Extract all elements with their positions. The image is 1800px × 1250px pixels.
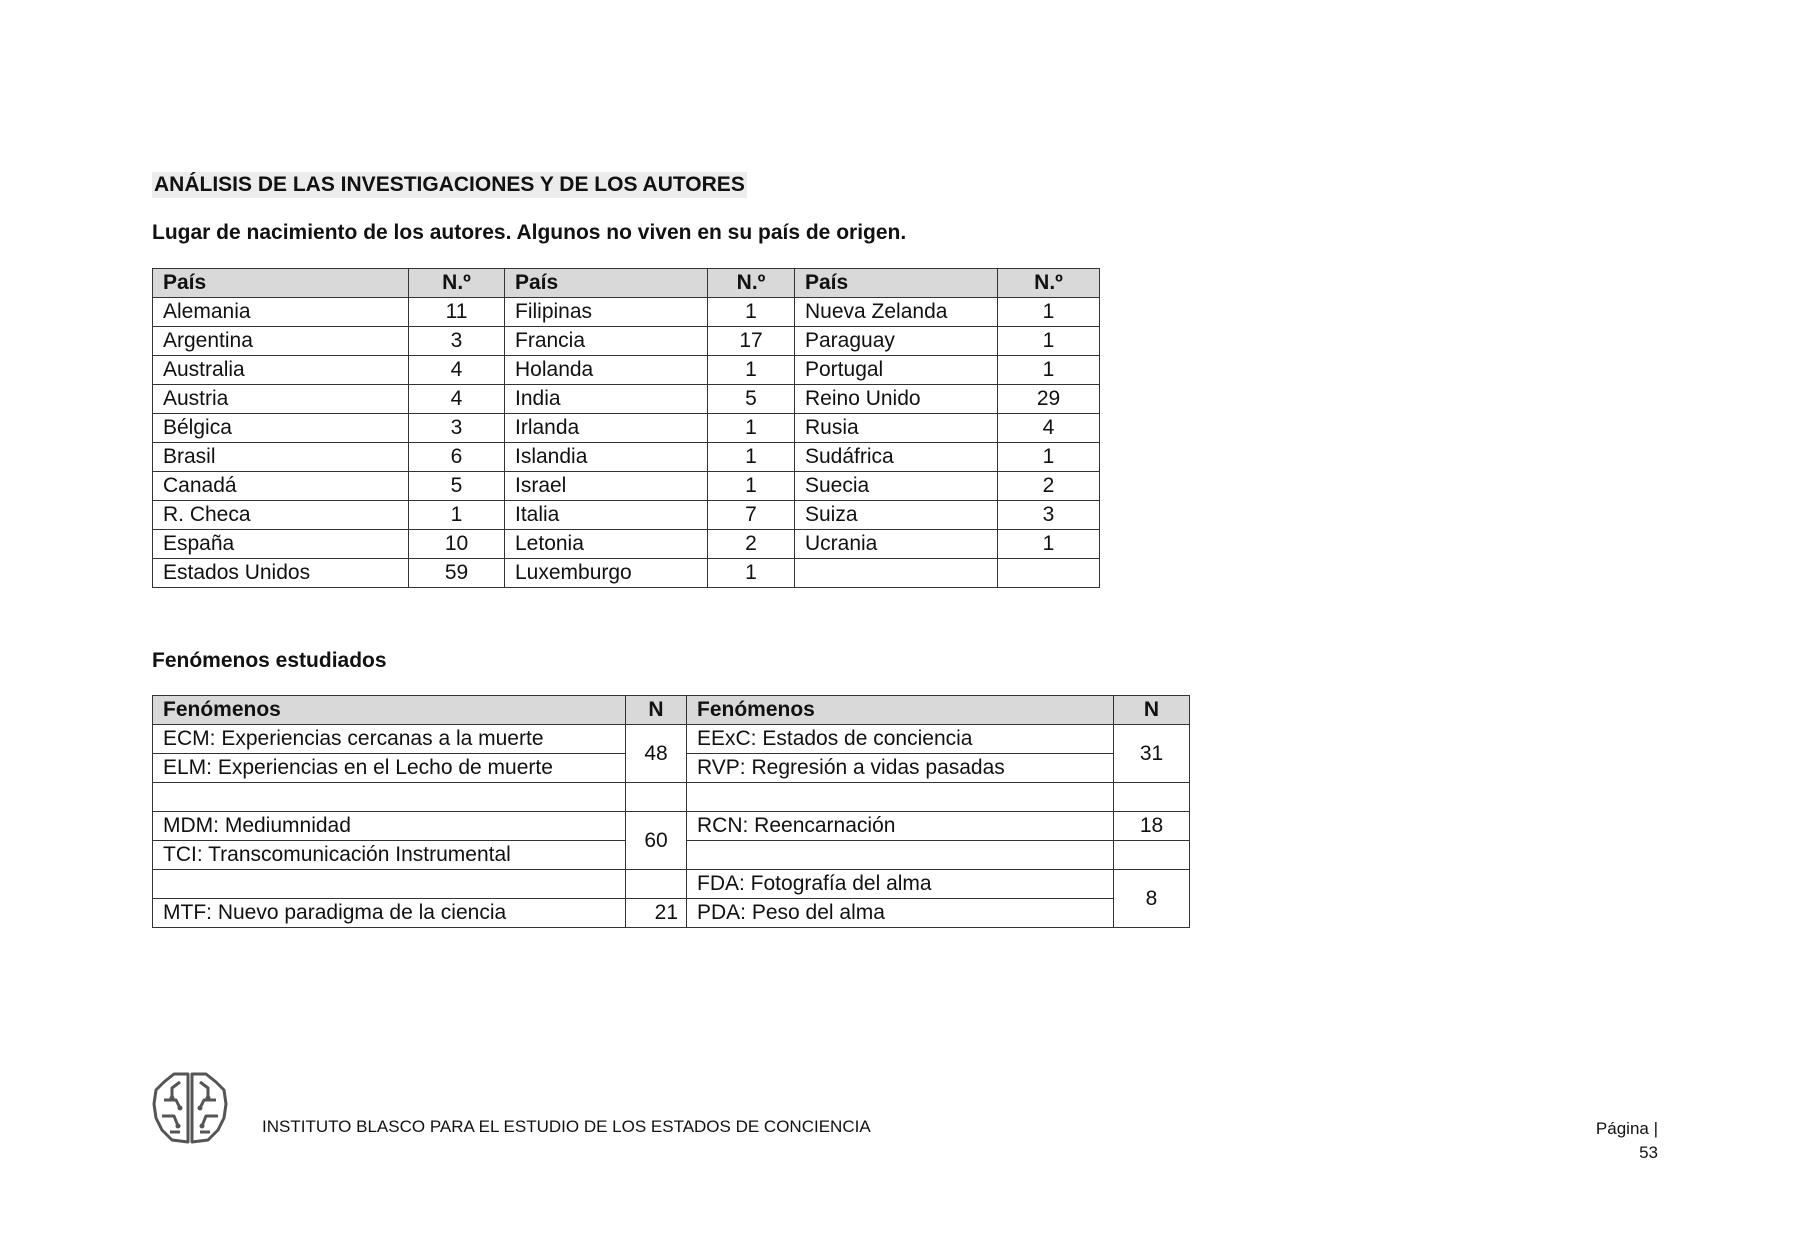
country-name-cell: Islandia bbox=[505, 443, 708, 472]
phenomenon-ecm: ECM: Experiencias cercanas a la muerte bbox=[153, 725, 626, 754]
phenomenon-eexc: EExC: Estados de conciencia bbox=[687, 725, 1114, 754]
count-fda-pda: 8 bbox=[1114, 870, 1190, 928]
table-row bbox=[153, 725, 1190, 754]
empty-cell bbox=[626, 870, 687, 899]
page-number: 53 bbox=[1639, 1143, 1658, 1162]
count-mtf: 21 bbox=[626, 899, 687, 928]
country-count-cell: 7 bbox=[708, 501, 795, 530]
country-count-cell: 5 bbox=[409, 472, 505, 501]
phenomenon-mtf: MTF: Nuevo paradigma de la ciencia bbox=[153, 899, 626, 928]
header-country: País bbox=[795, 269, 998, 298]
country-count-cell: 4 bbox=[998, 414, 1100, 443]
table-row bbox=[153, 414, 1100, 443]
country-count-cell: 1 bbox=[998, 327, 1100, 356]
empty-cell bbox=[687, 841, 1114, 870]
footer-institute: INSTITUTO BLASCO PARA EL ESTUDIO DE LOS ESTADOS DE CONCIENCIA bbox=[262, 1117, 871, 1136]
table-row-empty bbox=[153, 783, 1190, 812]
country-count-cell: 3 bbox=[998, 501, 1100, 530]
countries-body bbox=[153, 298, 1100, 588]
table-row bbox=[153, 298, 1100, 327]
section-heading: ANÁLISIS DE LAS INVESTIGACIONES Y DE LOS AUTORES bbox=[154, 173, 745, 196]
country-name-cell: Ucrania bbox=[795, 530, 998, 559]
phenomenon-rcn: RCN: Reencarnación bbox=[687, 812, 1114, 841]
header-country: País bbox=[153, 269, 409, 298]
empty-cell bbox=[1114, 841, 1190, 870]
phenomena-table bbox=[152, 695, 1190, 928]
table-row bbox=[153, 530, 1100, 559]
country-name-cell: Suiza bbox=[795, 501, 998, 530]
country-name-cell: España bbox=[153, 530, 409, 559]
country-name-cell: Luxemburgo bbox=[505, 559, 708, 588]
countries-title: Lugar de nacimiento de los autores. Algunos no viven en su país de origen. bbox=[152, 221, 907, 244]
country-count-cell: 3 bbox=[409, 327, 505, 356]
country-count-cell: 59 bbox=[409, 559, 505, 588]
count-ecm-elm: 48 bbox=[626, 725, 687, 783]
table-row bbox=[153, 501, 1100, 530]
country-count-cell: 1 bbox=[708, 298, 795, 327]
count-eexc-rvp: 31 bbox=[1114, 725, 1190, 783]
count-rcn: 18 bbox=[1114, 812, 1190, 841]
country-count-cell: 1 bbox=[708, 443, 795, 472]
country-count-cell: 2 bbox=[708, 530, 795, 559]
country-name-cell: Brasil bbox=[153, 443, 409, 472]
country-name-cell: Irlanda bbox=[505, 414, 708, 443]
country-count-cell: 17 bbox=[708, 327, 795, 356]
table-row bbox=[153, 385, 1100, 414]
country-count-cell: 1 bbox=[409, 501, 505, 530]
country-count-cell: 10 bbox=[409, 530, 505, 559]
country-count-cell: 5 bbox=[708, 385, 795, 414]
country-count-cell: 1 bbox=[998, 443, 1100, 472]
table-row bbox=[153, 870, 1190, 899]
header-phenomena: Fenómenos bbox=[153, 696, 626, 725]
country-count-cell: 3 bbox=[409, 414, 505, 443]
country-name-cell: Holanda bbox=[505, 356, 708, 385]
header-n: N bbox=[626, 696, 687, 725]
phenomenon-rvp: RVP: Regresión a vidas pasadas bbox=[687, 754, 1114, 783]
country-count-cell: 29 bbox=[998, 385, 1100, 414]
country-count-cell bbox=[998, 559, 1100, 588]
phenomena-header-row bbox=[153, 696, 1190, 725]
country-count-cell: 1 bbox=[708, 559, 795, 588]
phenomena-title: Fenómenos estudiados bbox=[152, 649, 387, 672]
country-name-cell: Filipinas bbox=[505, 298, 708, 327]
countries-header-row bbox=[153, 269, 1100, 298]
table-row bbox=[153, 899, 1190, 928]
country-name-cell: Estados Unidos bbox=[153, 559, 409, 588]
page-number-block bbox=[1596, 1117, 1658, 1165]
country-count-cell: 1 bbox=[708, 414, 795, 443]
country-name-cell: Bélgica bbox=[153, 414, 409, 443]
country-count-cell: 4 bbox=[409, 356, 505, 385]
country-name-cell: Argentina bbox=[153, 327, 409, 356]
countries-table bbox=[152, 268, 1100, 588]
table-row bbox=[153, 356, 1100, 385]
country-name-cell: R. Checa bbox=[153, 501, 409, 530]
country-count-cell: 11 bbox=[409, 298, 505, 327]
header-count: N.º bbox=[708, 269, 795, 298]
country-name-cell: Australia bbox=[153, 356, 409, 385]
table-row bbox=[153, 812, 1190, 841]
header-country: País bbox=[505, 269, 708, 298]
table-row bbox=[153, 327, 1100, 356]
table-row bbox=[153, 472, 1100, 501]
country-name-cell: India bbox=[505, 385, 708, 414]
phenomenon-pda: PDA: Peso del alma bbox=[687, 899, 1114, 928]
country-name-cell: Italia bbox=[505, 501, 708, 530]
country-count-cell: 1 bbox=[998, 530, 1100, 559]
phenomenon-mdm: MDM: Mediumnidad bbox=[153, 812, 626, 841]
header-n: N bbox=[1114, 696, 1190, 725]
country-count-cell: 1 bbox=[708, 356, 795, 385]
country-name-cell: Canadá bbox=[153, 472, 409, 501]
country-name-cell: Israel bbox=[505, 472, 708, 501]
country-name-cell: Sudáfrica bbox=[795, 443, 998, 472]
empty-cell bbox=[626, 783, 687, 812]
country-count-cell: 6 bbox=[409, 443, 505, 472]
country-count-cell: 2 bbox=[998, 472, 1100, 501]
phenomenon-elm: ELM: Experiencias en el Lecho de muerte bbox=[153, 754, 626, 783]
empty-cell bbox=[153, 783, 626, 812]
country-count-cell: 4 bbox=[409, 385, 505, 414]
header-count: N.º bbox=[409, 269, 505, 298]
country-name-cell: Nueva Zelanda bbox=[795, 298, 998, 327]
country-count-cell: 1 bbox=[708, 472, 795, 501]
country-name-cell: Letonia bbox=[505, 530, 708, 559]
page-label: Página | bbox=[1595, 1119, 1658, 1138]
empty-cell bbox=[153, 870, 626, 899]
country-name-cell: Alemania bbox=[153, 298, 409, 327]
empty-cell bbox=[687, 783, 1114, 812]
country-name-cell: Portugal bbox=[795, 356, 998, 385]
table-row bbox=[153, 559, 1100, 588]
phenomenon-fda: FDA: Fotografía del alma bbox=[687, 870, 1114, 899]
country-name-cell: Austria bbox=[153, 385, 409, 414]
country-name-cell: Suecia bbox=[795, 472, 998, 501]
country-count-cell: 1 bbox=[998, 356, 1100, 385]
country-count-cell: 1 bbox=[998, 298, 1100, 327]
country-name-cell: Francia bbox=[505, 327, 708, 356]
country-name-cell bbox=[795, 559, 998, 588]
count-mdm-tci: 60 bbox=[626, 812, 687, 870]
phenomenon-tci: TCI: Transcomunicación Instrumental bbox=[153, 841, 626, 870]
country-name-cell: Rusia bbox=[795, 414, 998, 443]
brain-logo-icon bbox=[150, 1070, 230, 1146]
empty-cell bbox=[1114, 783, 1190, 812]
country-name-cell: Reino Unido bbox=[795, 385, 998, 414]
header-phenomena: Fenómenos bbox=[687, 696, 1114, 725]
table-row bbox=[153, 443, 1100, 472]
country-name-cell: Paraguay bbox=[795, 327, 998, 356]
header-count: N.º bbox=[998, 269, 1100, 298]
